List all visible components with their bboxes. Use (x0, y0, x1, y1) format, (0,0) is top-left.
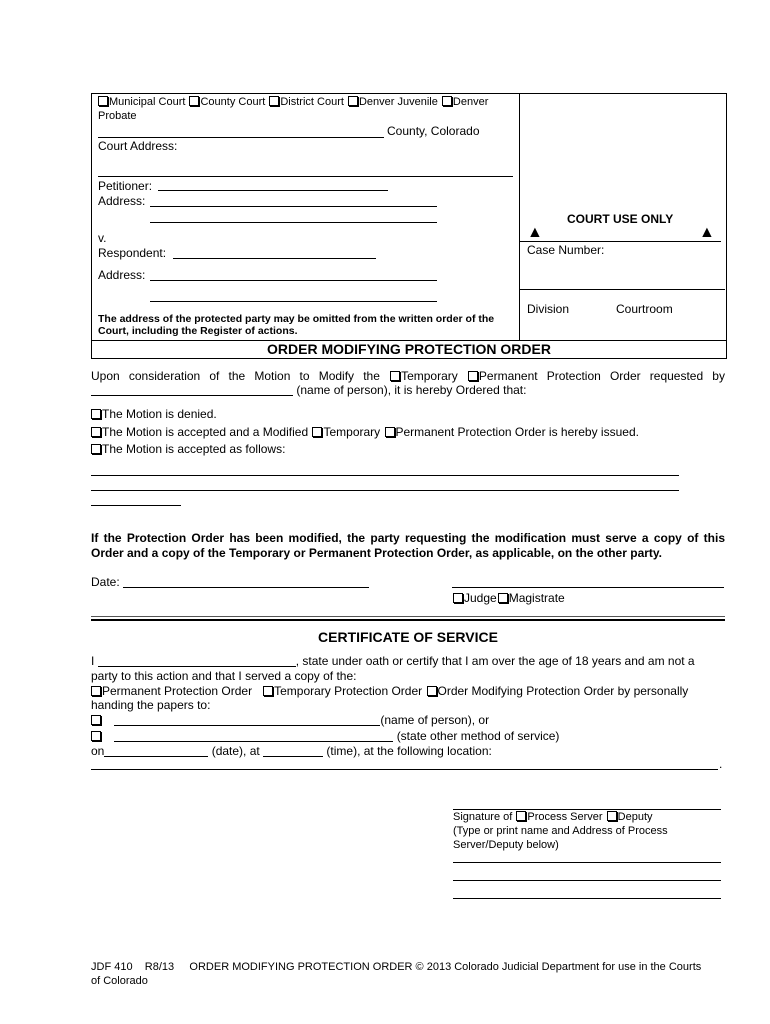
checkbox-district-court[interactable] (269, 96, 279, 106)
checkbox-denver-juvenile[interactable] (348, 96, 358, 106)
courtroom-label: Courtroom (616, 302, 673, 316)
checkbox-deputy[interactable] (607, 811, 617, 821)
server-address-field-2[interactable] (453, 880, 721, 881)
footer-line-1: JDF 410 R8/13 ORDER MODIFYING PROTECTION ORDER © 2013 Colorado Judicial Department for use in the Courts (91, 961, 702, 973)
option-accepted-c: Permanent Protection Order is hereby issued. (395, 425, 639, 439)
respondent-address-field[interactable] (150, 280, 437, 281)
name-of-person-label: (name of person), or (380, 713, 490, 727)
option-as-follows-row (90, 442, 285, 456)
checkbox-magistrate[interactable] (498, 593, 508, 603)
service-time-field[interactable] (263, 745, 323, 757)
checkbox-personally-served[interactable] (91, 715, 101, 725)
as-follows-field-2[interactable] (91, 490, 679, 491)
date-label: Date: (91, 575, 120, 589)
date-field[interactable] (123, 587, 369, 588)
checkbox-process-server[interactable] (516, 811, 526, 821)
date-time-row (91, 744, 492, 758)
order-intro-c: (name of person), it is hereby Ordered that: (296, 383, 527, 397)
other-method-field[interactable] (114, 730, 393, 742)
petitioner-address-field-2[interactable] (150, 222, 437, 223)
checkbox-intro-temporary[interactable] (390, 371, 400, 381)
judge-signature-field[interactable] (452, 587, 724, 588)
respondent-address-label: Address: (98, 268, 146, 282)
served-person-row (90, 713, 489, 727)
service-location-field[interactable] (91, 769, 718, 770)
case-number-label: Case Number: (527, 243, 605, 257)
option-accepted-temporary: Temporary (323, 425, 381, 439)
served-permanent-label: Permanent Protection Order (102, 684, 253, 698)
court-type-row (97, 96, 517, 109)
checkbox-modified-permanent[interactable] (385, 427, 395, 437)
certificate-line-1 (91, 654, 725, 668)
checkbox-motion-accepted-as-follows[interactable] (91, 444, 101, 454)
court-address-rule (98, 176, 513, 177)
option-denied-label: The Motion is denied. (102, 407, 217, 421)
caption-divider (519, 94, 520, 341)
checkbox-served-permanent[interactable] (91, 686, 101, 696)
checkbox-intro-permanent[interactable] (468, 371, 478, 381)
certifier-name-field[interactable] (98, 655, 296, 667)
option-accepted-row (90, 425, 639, 439)
on-label: on (91, 744, 105, 758)
served-modifying-label: Order Modifying Protection Order by personally (437, 684, 689, 698)
option-denied-row (90, 407, 217, 421)
certificate-order-types-row (90, 684, 688, 698)
court-type-denver-juvenile: Denver Juvenile (358, 96, 438, 108)
division-label: Division (527, 302, 570, 316)
judge-label: Judge (464, 591, 497, 605)
time-label: (time), at the following location: (326, 744, 492, 758)
petitioner-label: Petitioner: (98, 179, 153, 193)
respondent-address-field-2[interactable] (150, 301, 437, 302)
checkbox-municipal-court[interactable] (98, 96, 108, 106)
address-omission-notice: The address of the protected party may be omitted from the written order of the Court, including the Register of actions. (98, 313, 495, 337)
county-label: County, Colorado (387, 124, 480, 138)
case-number-rule (520, 289, 725, 290)
other-method-row (90, 729, 559, 743)
signature-instruction-1: (Type or print name and Address of Process (453, 825, 668, 837)
section-divider-top (91, 616, 725, 617)
section-divider-bottom (91, 619, 725, 621)
court-use-only-label: COURT USE ONLY (567, 212, 674, 226)
footer-line-2: of Colorado (91, 975, 148, 987)
order-intro-a: Upon consideration of the Motion to Modify the (91, 369, 380, 383)
server-address-field-1[interactable] (453, 862, 721, 863)
checkbox-motion-accepted[interactable] (91, 427, 101, 437)
petitioner-field[interactable] (158, 190, 388, 191)
county-field[interactable] (98, 137, 384, 138)
signature-of-label: Signature of (453, 811, 513, 823)
date-label-2: (date), at (211, 744, 260, 758)
respondent-label: Respondent: (98, 246, 167, 260)
court-type-county: County Court (200, 96, 266, 108)
respondent-field[interactable] (173, 258, 376, 259)
server-address-field-3[interactable] (453, 898, 721, 899)
court-use-rule (520, 241, 721, 242)
certificate-line1-b: , state under oath or certify that I am over the age of 18 years and am not a (295, 654, 695, 668)
court-type-probate: Probate (98, 110, 137, 122)
court-type-district: District Court (280, 96, 344, 108)
petitioner-address-label: Address: (98, 194, 146, 208)
court-type-denver: Denver (452, 96, 489, 108)
as-follows-field-3[interactable] (91, 505, 181, 506)
checkbox-other-method[interactable] (91, 731, 101, 741)
order-intro-temporary: Temporary (401, 369, 458, 383)
served-person-name-field[interactable] (114, 714, 380, 726)
certificate-line-4: handing the papers to: (91, 698, 211, 712)
service-date-field[interactable] (104, 745, 208, 757)
checkbox-county-court[interactable] (189, 96, 199, 106)
order-intro-b: Permanent Protection Order requested by (478, 369, 725, 383)
order-intro-line (91, 369, 725, 383)
as-follows-field-1[interactable] (91, 475, 679, 476)
triangle-right-icon: ▲ (699, 224, 715, 241)
checkbox-denver-probate[interactable] (442, 96, 452, 106)
court-type-municipal: Municipal Court (109, 96, 186, 108)
judge-magistrate-row (452, 591, 565, 605)
option-accepted-a: The Motion is accepted and a Modified (102, 425, 309, 439)
certificate-title: CERTIFICATE OF SERVICE (318, 629, 498, 645)
triangle-left-icon: ▲ (527, 224, 543, 241)
process-server-label: Process Server (527, 811, 603, 823)
court-address-label: Court Address: (98, 139, 178, 153)
certificate-line-2: party to this action and that I served a copy of the: (91, 669, 357, 683)
petitioner-address-field[interactable] (150, 206, 437, 207)
checkbox-served-modifying[interactable] (427, 686, 437, 696)
checkbox-motion-denied[interactable] (91, 409, 101, 419)
location-period: . (719, 757, 723, 771)
certificate-i: I (91, 654, 95, 668)
signature-of-row (453, 811, 653, 824)
service-requirement-notice: If the Protection Order has been modified, the party requesting the modification must serve a copy of this Order and a copy of the Temporary or Permanent Protection Order, as applicable, on the other party. (91, 531, 725, 560)
checkbox-judge[interactable] (453, 593, 463, 603)
requested-by-name-field[interactable] (91, 384, 293, 396)
server-signature-field[interactable] (453, 809, 721, 810)
checkbox-modified-temporary[interactable] (312, 427, 322, 437)
deputy-label: Deputy (617, 811, 653, 823)
page-title: ORDER MODIFYING PROTECTION ORDER (267, 341, 551, 357)
order-intro-line-2 (91, 383, 526, 397)
served-temporary-label: Temporary Protection Order (274, 684, 423, 698)
magistrate-label: Magistrate (508, 591, 565, 605)
option-as-follows-label: The Motion is accepted as follows: (102, 442, 286, 456)
checkbox-served-temporary[interactable] (263, 686, 273, 696)
signature-instruction-2: Server/Deputy below) (453, 839, 559, 851)
versus-label: v. (98, 231, 107, 245)
other-method-label: (state other method of service) (396, 729, 560, 743)
